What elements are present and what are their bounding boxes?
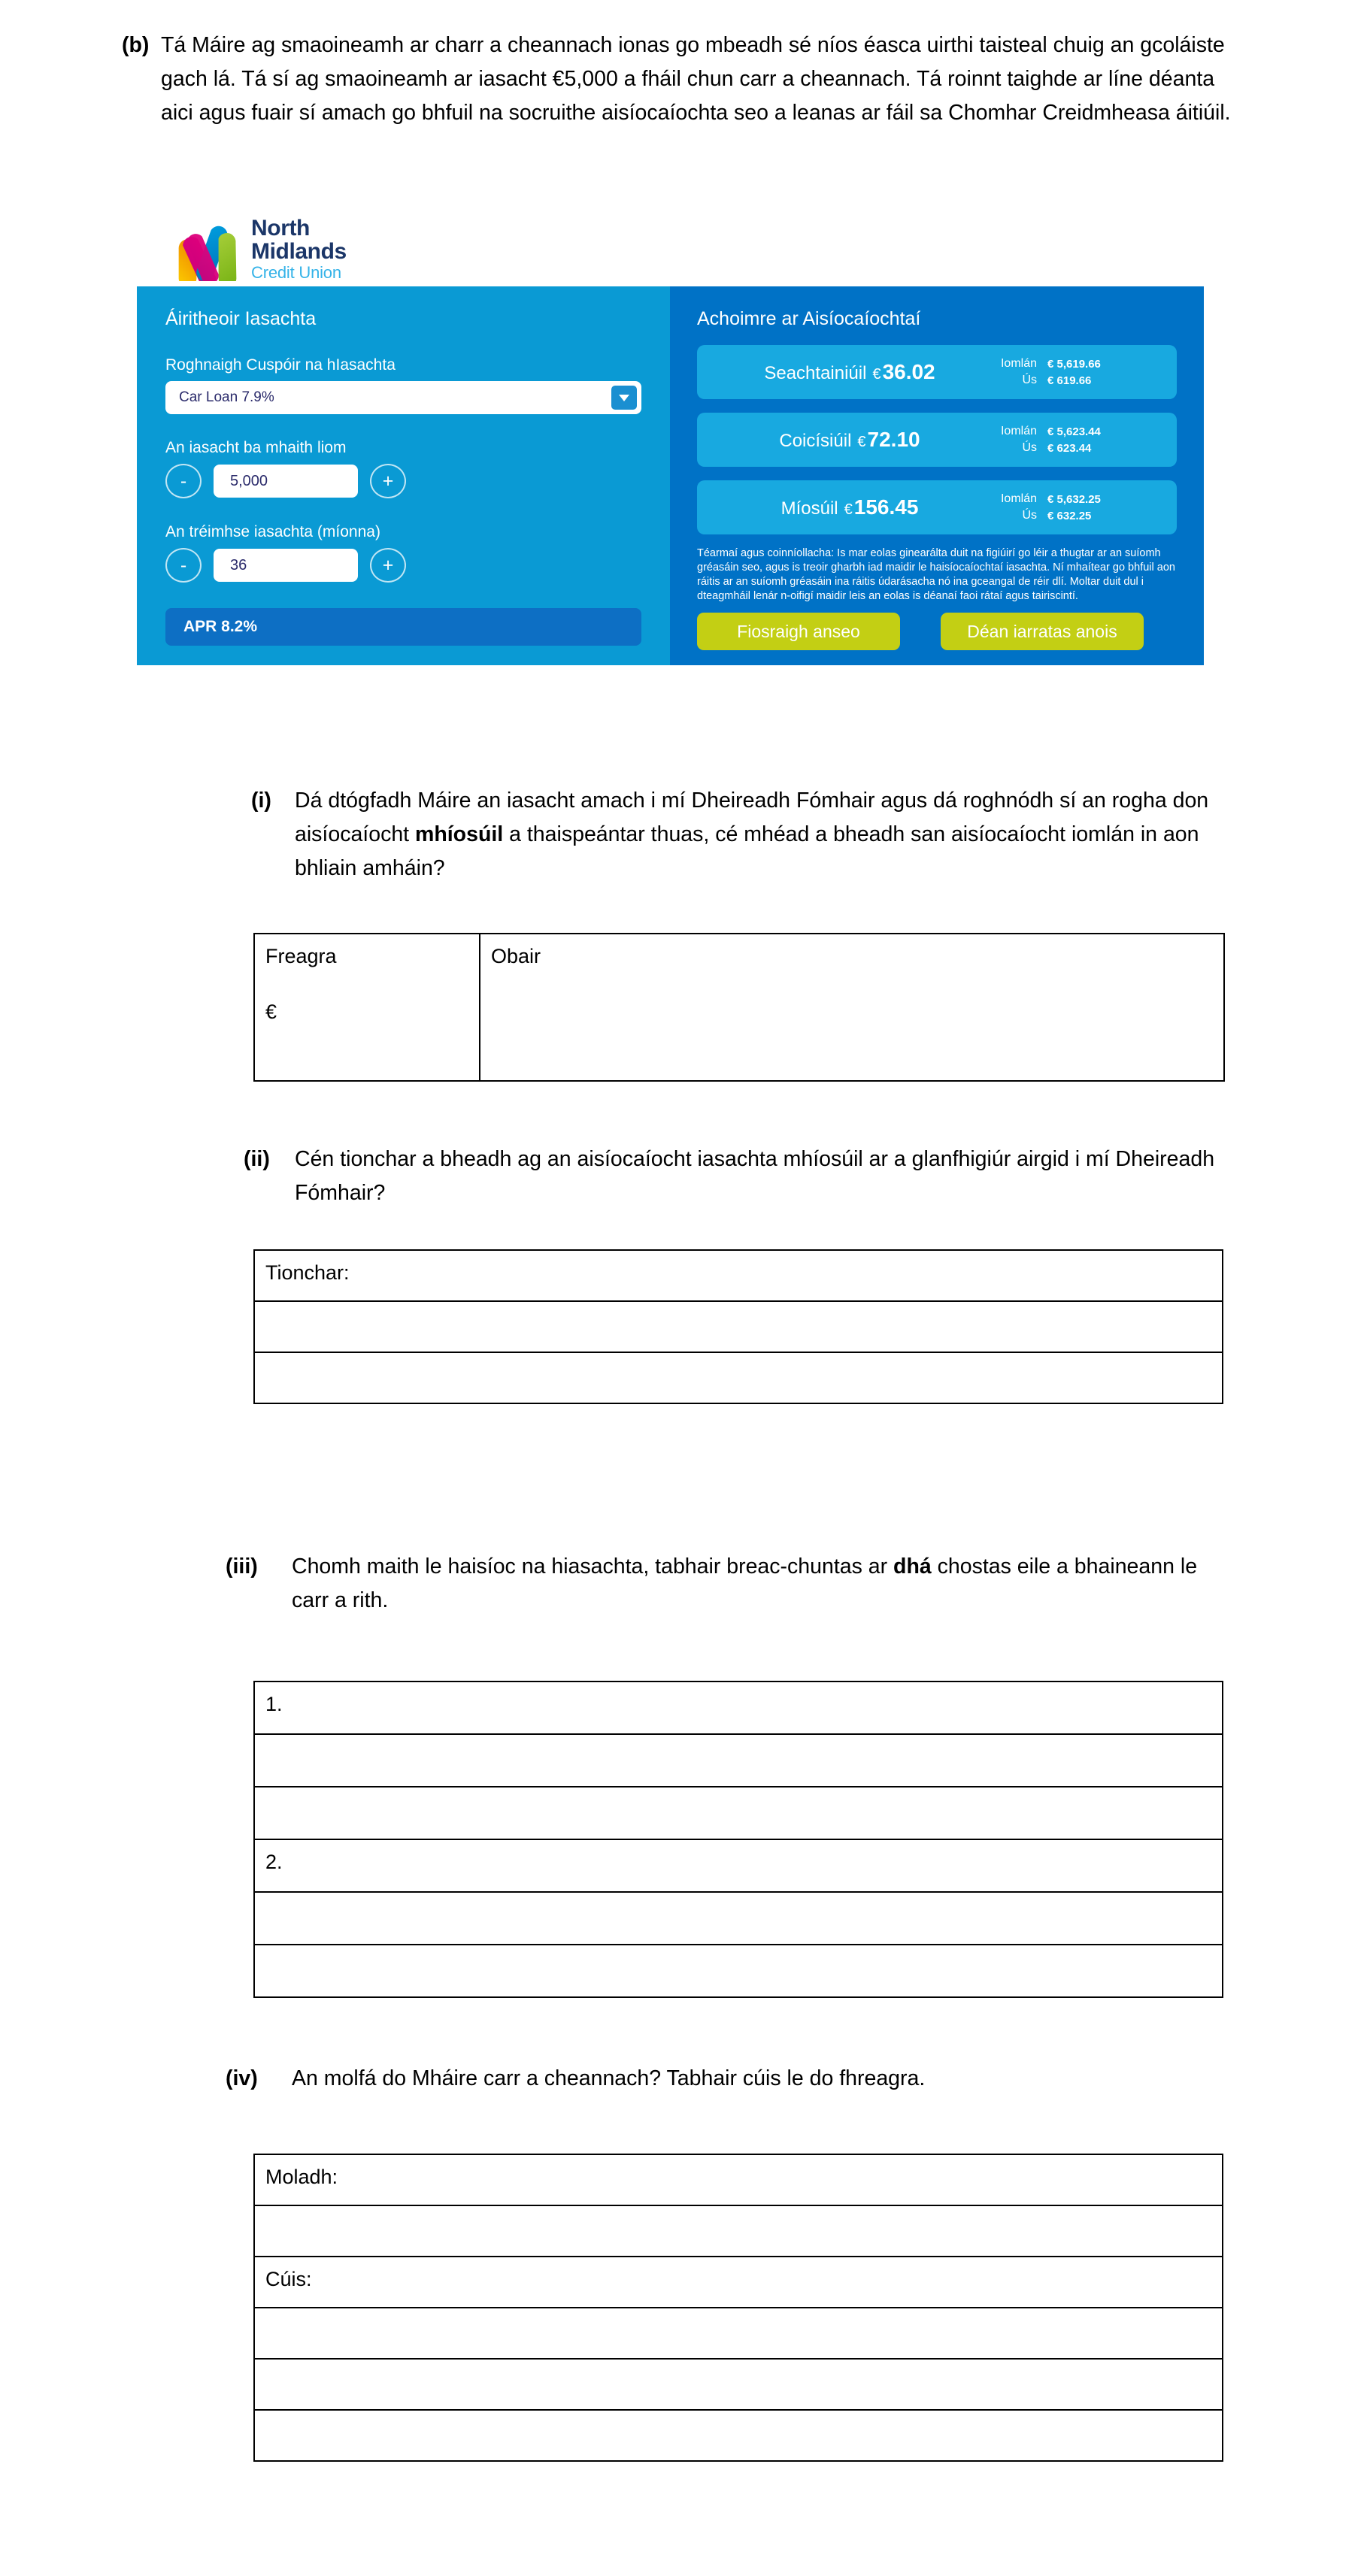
cost-row-1-label[interactable]: 1. <box>254 1682 1223 1734</box>
question-iv <box>226 2062 1233 2096</box>
repayment-amount <box>857 428 920 451</box>
cost-row-1-line-2[interactable] <box>254 1734 1223 1787</box>
calculator-panels <box>137 286 1204 665</box>
logo-line-3: Credit Union <box>251 263 341 282</box>
work-cell[interactable] <box>480 934 1224 1081</box>
table-row <box>254 1682 1223 1734</box>
euro-symbol: € <box>844 501 853 518</box>
euro-symbol: € <box>857 434 866 450</box>
question-iii-bold: dhá <box>893 1554 932 1579</box>
apr-bar: APR 8.2% <box>165 608 641 646</box>
chevron-down-icon[interactable] <box>611 386 637 410</box>
table-row <box>254 2205 1223 2257</box>
table-row <box>254 2154 1223 2205</box>
repayment-frequency-label: Coicísiúil <box>779 431 852 451</box>
interest-pair <box>989 507 1160 524</box>
table-row <box>254 2359 1223 2410</box>
question-i-text-part2: a thaispeántar thuas, cé mhéad a bheadh san aisíocaíocht iomlán in aon bhliain amháin? <box>295 822 1199 880</box>
question-b-label: (b) <box>122 33 150 57</box>
table-row <box>254 1301 1223 1352</box>
repayment-frequency-label: Míosúil <box>780 498 838 519</box>
reason-line-4[interactable] <box>254 2410 1223 2461</box>
loan-amount-input[interactable]: 5,000 <box>214 465 358 498</box>
interest-key: Ús <box>1022 509 1037 522</box>
cost-row-2-line-2[interactable] <box>254 1892 1223 1945</box>
loan-amount-label: An iasacht ba mhaith liom <box>165 439 347 456</box>
table-row <box>254 1787 1223 1839</box>
repayment-summary-panel <box>670 286 1204 665</box>
table-row <box>254 1734 1223 1787</box>
work-header: Obair <box>491 945 541 967</box>
question-i-answer-table <box>253 933 1225 1082</box>
loan-calculator-title: Áiritheoir Iasachta <box>165 308 317 329</box>
question-iii-label: (iii) <box>226 1554 258 1579</box>
repayment-amount <box>872 360 935 383</box>
question-i-bold: mhíosúil <box>415 822 504 846</box>
repayment-row-totals <box>989 356 1160 389</box>
reason-line-2[interactable] <box>254 2308 1223 2359</box>
interest-pair <box>989 440 1160 456</box>
enquire-button[interactable]: Fiosraigh anseo <box>697 613 900 650</box>
question-iii <box>226 1550 1233 1618</box>
total-key: Iomlán <box>1000 357 1037 370</box>
question-iv-label: (iv) <box>226 2066 258 2090</box>
repayment-row-main <box>711 428 989 452</box>
reason-line-3[interactable] <box>254 2359 1223 2410</box>
table-row <box>254 1352 1223 1403</box>
repayment-amount-value: 156.45 <box>853 495 919 519</box>
impact-row-3[interactable] <box>254 1352 1223 1403</box>
loan-term-decrement-button[interactable]: - <box>165 548 202 583</box>
answer-cell[interactable] <box>254 934 480 1081</box>
repayment-row-totals <box>989 491 1160 524</box>
cost-row-1-line-3[interactable] <box>254 1787 1223 1839</box>
loan-purpose-label: Roghnaigh Cuspóir na hIasachta <box>165 356 396 374</box>
total-pair <box>989 423 1160 440</box>
total-value: € 5,623.44 <box>1047 425 1101 438</box>
question-i-text <box>295 784 1236 885</box>
question-iii-text <box>292 1550 1233 1618</box>
loan-amount-increment-button[interactable]: + <box>370 464 406 498</box>
interest-value: € 632.25 <box>1047 510 1092 522</box>
logo-bar <box>137 213 1204 286</box>
question-i <box>251 784 1236 885</box>
table-row <box>254 1892 1223 1945</box>
total-key: Iomlán <box>1000 492 1037 505</box>
total-value: € 5,619.66 <box>1047 358 1101 371</box>
apply-now-button[interactable]: Déan iarratas anois <box>941 613 1144 650</box>
loan-term-label: An tréimhse iasachta (míonna) <box>165 523 380 540</box>
loan-term-input[interactable]: 36 <box>214 549 358 582</box>
question-iii-text-part2: chostas eile a bhaineann le carr a rith. <box>292 1554 1198 1612</box>
question-b-intro <box>122 29 1235 130</box>
question-ii-text: Cén tionchar a bheadh ag an aisíocaíocht iasachta mhíosúil ar a glanfhigiúr airgid i mí Dheireadh Fómhair? <box>295 1147 1215 1205</box>
recommendation-label-row[interactable]: Moladh: <box>254 2154 1223 2205</box>
question-iv-text: An molfá do Mháire carr a cheannach? Tabhair cúis le do fhreagra. <box>292 2066 926 2090</box>
interest-pair <box>989 372 1160 389</box>
cta-button-row <box>697 613 1177 650</box>
table-row <box>254 1250 1223 1301</box>
total-pair <box>989 491 1160 507</box>
total-pair <box>989 356 1160 372</box>
table-row <box>254 2257 1223 2308</box>
table-row <box>254 1945 1223 1997</box>
question-iii-text-part1: Chomh maith le haisíoc na hiasachta, tabhair breac-chuntas ar <box>292 1554 894 1579</box>
logo-line-1: North <box>251 216 310 241</box>
loan-term-stepper <box>165 548 641 583</box>
logo-m-mark-icon <box>173 218 242 281</box>
question-ii-label: (ii) <box>244 1147 270 1171</box>
question-ii <box>244 1143 1236 1210</box>
recommendation-line-2[interactable] <box>254 2205 1223 2257</box>
terms-and-conditions-text: Téarmaí agus coinníollacha: Is mar eolas ginearálta duit na figiúirí go léir a thugtar ar an suíomh gréasáin seo, agus is treoir gharbh iad maidir le haisíocaíochtaí iasachta. Ní mhaítear go bhfuil aon ráitis ar an suíomh gréasáin ina ráitis údarásacha nó ina gceangal de réir dlí. Moltar duit dul i dteagmháil lenár n-oifigí maidir leis an eolas is déanaí faoi rátaí agus tairiscintí. <box>697 547 1175 602</box>
loan-amount-decrement-button[interactable]: - <box>165 464 202 498</box>
table-row <box>254 2308 1223 2359</box>
cost-row-2-line-3[interactable] <box>254 1945 1223 1997</box>
credit-union-calculator-widget <box>137 213 1204 665</box>
loan-purpose-select[interactable] <box>165 381 641 414</box>
repayment-frequency-label: Seachtainiúil <box>764 363 867 383</box>
euro-symbol: € <box>872 366 881 383</box>
reason-label-row[interactable]: Cúis: <box>254 2257 1223 2308</box>
interest-key: Ús <box>1022 374 1037 386</box>
question-i-label: (i) <box>251 789 271 813</box>
impact-row-1[interactable]: Tionchar: <box>254 1250 1223 1301</box>
repayment-amount <box>844 495 919 519</box>
answer-currency-symbol: € <box>265 1000 277 1023</box>
table-row <box>254 934 1224 1081</box>
repayment-row-main <box>711 495 989 519</box>
interest-key: Ús <box>1022 441 1037 454</box>
logo-line-2: Midlands <box>251 239 347 264</box>
loan-amount-stepper <box>165 464 641 498</box>
interest-value: € 623.44 <box>1047 442 1092 455</box>
question-i-text-part1: Dá dtógfadh Máire an iasacht amach i mí Dheireadh Fómhair agus dá roghnódh sí an rogha don aisíocaíocht <box>295 789 1209 846</box>
total-value: € 5,632.25 <box>1047 493 1101 506</box>
loan-purpose-value: Car Loan 7.9% <box>179 389 274 405</box>
repayment-row-totals <box>989 423 1160 456</box>
interest-value: € 619.66 <box>1047 374 1092 387</box>
repayment-amount-value: 72.10 <box>867 428 920 451</box>
answer-header: Freagra <box>265 945 337 967</box>
impact-row-2[interactable] <box>254 1301 1223 1352</box>
repayment-row-main <box>711 360 989 384</box>
loan-term-increment-button[interactable]: + <box>370 548 406 583</box>
repayment-row-monthly <box>697 480 1177 534</box>
repayment-amount-value: 36.02 <box>882 360 935 383</box>
cost-row-2-label[interactable]: 2. <box>254 1839 1223 1892</box>
question-iii-answer-table <box>253 1681 1223 1998</box>
loan-calculator-panel <box>137 286 670 665</box>
repayment-row-fortnightly <box>697 413 1177 467</box>
table-row <box>254 1839 1223 1892</box>
logo-wordmark <box>251 216 347 283</box>
total-key: Iomlán <box>1000 425 1037 437</box>
repayment-row-weekly <box>697 345 1177 399</box>
repayment-summary-title: Achoimre ar Aisíocaíochtaí <box>697 308 921 329</box>
question-b-text: Tá Máire ag smaoineamh ar charr a cheannach ionas go mbeadh sé níos éasca uirthi taisteal chuig an gcoláiste gach lá. Tá sí ag smaoineamh ar iasacht €5,000 a fháil chun carr a cheannach. Tá roinnt taighde ar líne déanta aici agus fuair sí amach go bhfuil na socruithe aisíocaíochta seo a leanas ar fáil sa Chomhar Creidmheasa áitiúil. <box>161 33 1231 125</box>
table-row <box>254 2410 1223 2461</box>
north-midlands-credit-union-logo <box>173 216 347 283</box>
question-iv-answer-table <box>253 2154 1223 2462</box>
question-ii-answer-table <box>253 1249 1223 1404</box>
